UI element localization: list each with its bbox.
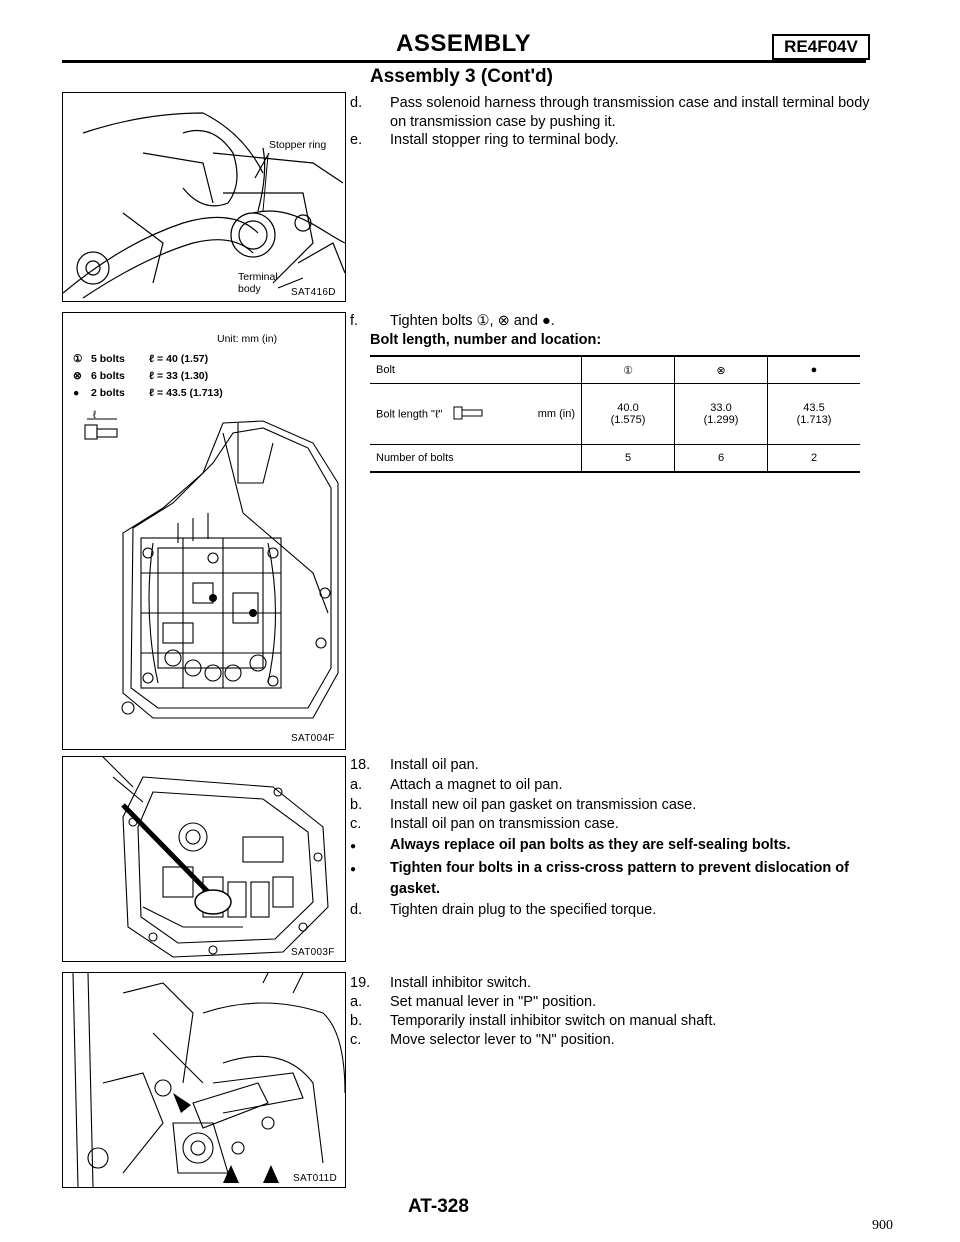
- figure-bolt-locations: [62, 312, 346, 750]
- step-marker: d.: [350, 95, 363, 111]
- unit-label: Unit: mm (in): [217, 333, 278, 345]
- table-cell: 43.5 (1.713): [768, 384, 861, 445]
- figure-code: SAT416D: [291, 287, 336, 298]
- section-subtitle: Assembly 3 (Cont'd): [370, 66, 553, 87]
- oil-pan-illustration: [63, 757, 345, 961]
- step-text: Temporarily install inhibitor switch on manual shaft.: [390, 1013, 717, 1029]
- stopper-ring-illustration: [63, 93, 345, 301]
- table-cell-label: Number of bolts: [370, 445, 582, 473]
- step-marker: d.: [350, 902, 363, 918]
- step-19-inhibitor-switch: [350, 974, 886, 993]
- bullet-marker: ●: [350, 864, 357, 875]
- table-row: [370, 445, 860, 473]
- step-a-manual-lever: [350, 993, 886, 1012]
- step-b-gasket: [350, 796, 886, 815]
- step-18-install-oil-pan: [350, 756, 886, 775]
- figure-code: SAT004F: [291, 733, 335, 744]
- figure-stopper-ring: [62, 92, 346, 302]
- bolt-length-icon: [453, 405, 483, 424]
- step-marker: e.: [350, 132, 363, 148]
- figure-inhibitor-switch: [62, 972, 346, 1188]
- bolt-table-heading: Bolt length, number and location:: [370, 332, 602, 348]
- step-c-selector-lever: [350, 1031, 886, 1050]
- step-text: Attach a magnet to oil pan.: [390, 777, 563, 793]
- step-marker: 19.: [350, 975, 371, 991]
- bolt-table: [370, 355, 860, 473]
- bolt-length-ell: ℓ: [93, 409, 97, 421]
- step-text: Install stopper ring to terminal body.: [390, 132, 619, 148]
- step-marker: a.: [350, 777, 363, 793]
- step-text: Pass solenoid harness through transmission case and install terminal body on transmission case by pushing it.: [390, 95, 870, 130]
- bullet-text: Always replace oil pan bolts as they are self-sealing bolts.: [390, 837, 791, 853]
- bullet-text: Tighten four bolts in a criss-cross pattern to prevent dislocation of gasket.: [390, 860, 849, 897]
- step-text: Tighten bolts ①, ⊗ and ●.: [390, 313, 555, 329]
- table-cell: ①: [582, 356, 675, 384]
- header-rule: [62, 60, 866, 63]
- figure-oil-pan: [62, 756, 346, 962]
- step-d-drain-plug: [350, 901, 886, 920]
- step-marker: a.: [350, 994, 363, 1010]
- inhibitor-switch-illustration: [63, 973, 345, 1187]
- step-marker: f.: [350, 313, 359, 329]
- bullet-criss-cross: [350, 859, 886, 898]
- step-text: Move selector lever to "N" position.: [390, 1032, 615, 1048]
- step-text: Set manual lever in "P" position.: [390, 994, 597, 1010]
- bolt-length-label: Bolt length "ℓ": [376, 407, 443, 420]
- step-marker: b.: [350, 797, 363, 813]
- label-body: body: [238, 283, 261, 295]
- table-cell: ⊗: [675, 356, 768, 384]
- step-e-stopper-ring: [350, 131, 886, 150]
- table-cell: 6: [675, 445, 768, 473]
- table-cell: 2: [768, 445, 861, 473]
- step-f-tighten-bolts: [350, 312, 886, 331]
- step-b-temp-install: [350, 1012, 886, 1031]
- step-text: Tighten drain plug to the specified torque.: [390, 902, 657, 918]
- step-text: Install new oil pan gasket on transmission case.: [390, 797, 697, 813]
- step-d-pass-harness: [350, 94, 886, 131]
- step-a-magnet: [350, 776, 886, 795]
- model-code-badge: RE4F04V: [772, 34, 870, 60]
- page-title: ASSEMBLY: [396, 30, 532, 57]
- figure-code: SAT003F: [291, 947, 335, 958]
- table-cell: 5: [582, 445, 675, 473]
- step-text: Install oil pan on transmission case.: [390, 816, 619, 832]
- table-cell: 40.0 (1.575): [582, 384, 675, 445]
- table-row: [370, 384, 860, 445]
- table-cell: 33.0 (1.299): [675, 384, 768, 445]
- figure-code: SAT011D: [293, 1173, 337, 1184]
- legend-row-2: ⊗ 6 bolts ℓ = 33 (1.30): [73, 370, 209, 382]
- step-marker: b.: [350, 1013, 363, 1029]
- step-marker: c.: [350, 816, 362, 832]
- step-marker: 18.: [350, 757, 371, 773]
- table-cell-label: Bolt: [370, 356, 582, 384]
- valve-body-illustration: [63, 313, 345, 749]
- label-stopper-ring: Stopper ring: [269, 139, 327, 151]
- table-cell: ●: [768, 356, 861, 384]
- step-text: Install inhibitor switch.: [390, 975, 532, 991]
- bullet-marker: ●: [350, 841, 357, 852]
- legend-row-1: ① 5 bolts ℓ = 40 (1.57): [73, 353, 209, 365]
- page-number: 900: [872, 1218, 893, 1233]
- step-text: Install oil pan.: [390, 757, 479, 773]
- legend-row-3: ● 2 bolts ℓ = 43.5 (1.713): [73, 387, 223, 399]
- step-c-install-pan: [350, 815, 886, 834]
- label-terminal: Terminal: [238, 271, 278, 283]
- step-marker: c.: [350, 1032, 362, 1048]
- bullet-replace-bolts: [350, 836, 886, 857]
- table-cell-label: [370, 384, 582, 445]
- page-code: AT-328: [408, 1196, 469, 1217]
- table-row: [370, 356, 860, 384]
- bolt-length-unit: mm (in): [537, 407, 575, 420]
